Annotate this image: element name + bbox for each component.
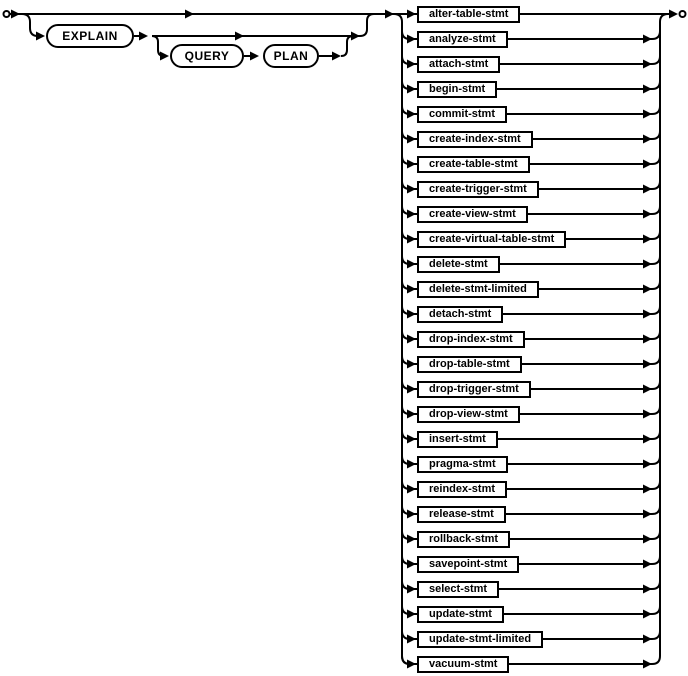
arrow-icon [36, 32, 45, 41]
keyword-explain: EXPLAIN [46, 24, 134, 48]
arrow-icon [407, 210, 416, 219]
arrow-icon [643, 360, 652, 369]
row-join-curve [652, 281, 660, 289]
arrow-icon [407, 410, 416, 419]
arrow-icon [407, 360, 416, 369]
arrow-icon [407, 610, 416, 619]
bypass-rejoin-curve [360, 14, 374, 36]
arrow-icon [643, 635, 652, 644]
keyword-plan: PLAN [263, 44, 319, 68]
statement-box[interactable]: release-stmt [417, 506, 506, 523]
statement-box[interactable]: create-virtual-table-stmt [417, 231, 566, 248]
row-join-curve [652, 106, 660, 114]
statement-box[interactable]: drop-index-stmt [417, 331, 525, 348]
row-join-curve [652, 381, 660, 389]
row-join-curve [652, 431, 660, 439]
row-join-curve [652, 206, 660, 214]
statement-box[interactable]: alter-table-stmt [417, 6, 520, 23]
row-join-curve [652, 556, 660, 564]
arrow-icon [643, 235, 652, 244]
row-join-curve [652, 31, 660, 39]
statement-box[interactable]: update-stmt-limited [417, 631, 543, 648]
arrow-icon [407, 235, 416, 244]
row-join-curve [652, 131, 660, 139]
statement-box[interactable]: create-table-stmt [417, 156, 530, 173]
statement-box[interactable]: select-stmt [417, 581, 499, 598]
right-rail [660, 14, 668, 656]
row-join-curve [652, 481, 660, 489]
statement-box[interactable]: begin-stmt [417, 81, 497, 98]
statement-box[interactable]: reindex-stmt [417, 481, 507, 498]
arrow-icon [407, 185, 416, 194]
arrow-icon [235, 32, 244, 41]
arrow-icon [643, 110, 652, 119]
arrow-icon [643, 610, 652, 619]
arrow-icon [643, 185, 652, 194]
arrow-icon [407, 10, 416, 19]
statement-box[interactable]: drop-view-stmt [417, 406, 520, 423]
arrow-icon [669, 10, 678, 19]
statement-box[interactable]: insert-stmt [417, 431, 498, 448]
arrow-icon [407, 160, 416, 169]
row-join-curve [652, 581, 660, 589]
arrow-icon [643, 510, 652, 519]
row-join-curve [652, 56, 660, 64]
row-join-curve [652, 606, 660, 614]
arrow-icon [407, 35, 416, 44]
arrow-icon [407, 385, 416, 394]
arrow-icon [407, 560, 416, 569]
row-join-curve [652, 656, 660, 664]
arrow-icon [643, 85, 652, 94]
arrow-icon [139, 32, 148, 41]
arrow-icon [407, 335, 416, 344]
arrow-icon [332, 52, 341, 61]
arrow-icon [643, 660, 652, 669]
arrow-icon [643, 585, 652, 594]
arrow-icon [407, 110, 416, 119]
arrow-icon [643, 435, 652, 444]
statement-box[interactable]: vacuum-stmt [417, 656, 509, 673]
arrow-icon [250, 52, 259, 61]
row-join-curve [652, 406, 660, 414]
statement-box[interactable]: create-trigger-stmt [417, 181, 539, 198]
arrow-icon [407, 310, 416, 319]
arrow-icon [407, 460, 416, 469]
arrow-icon [11, 10, 20, 19]
arrow-icon [643, 410, 652, 419]
arrow-icon [407, 60, 416, 69]
arrow-icon [643, 310, 652, 319]
arrow-icon [407, 435, 416, 444]
arrow-icon [407, 85, 416, 94]
row-join-curve [652, 81, 660, 89]
arrow-icon [407, 535, 416, 544]
arrow-icon [407, 260, 416, 269]
statement-box[interactable]: pragma-stmt [417, 456, 508, 473]
statement-box[interactable]: create-index-stmt [417, 131, 533, 148]
row-join-curve [652, 231, 660, 239]
arrow-icon [407, 485, 416, 494]
arrow-icon [407, 635, 416, 644]
arrow-icon [643, 335, 652, 344]
keyword-query: QUERY [170, 44, 244, 68]
arrow-icon [160, 52, 169, 61]
arrow-icon [407, 285, 416, 294]
arrow-icon [643, 385, 652, 394]
arrow-icon [643, 535, 652, 544]
arrow-icon [643, 210, 652, 219]
row-join-curve [652, 181, 660, 189]
query-plan-branch-curve [152, 36, 165, 56]
statement-box[interactable]: create-view-stmt [417, 206, 528, 223]
statement-box[interactable]: commit-stmt [417, 106, 507, 123]
statement-box[interactable]: attach-stmt [417, 56, 500, 73]
arrow-icon [643, 35, 652, 44]
statement-box[interactable]: analyze-stmt [417, 31, 508, 48]
arrow-icon [643, 260, 652, 269]
row-join-curve [652, 256, 660, 264]
arrow-icon [643, 60, 652, 69]
arrow-icon [407, 135, 416, 144]
statement-box[interactable]: drop-table-stmt [417, 356, 522, 373]
arrow-icon [643, 560, 652, 569]
row-join-curve [652, 156, 660, 164]
arrow-icon [385, 10, 394, 19]
arrow-icon [643, 160, 652, 169]
arrow-icon [407, 660, 416, 669]
row-join-curve [652, 306, 660, 314]
statement-box[interactable]: detach-stmt [417, 306, 503, 323]
start-terminal-icon [4, 11, 10, 17]
arrow-icon [407, 510, 416, 519]
row-join-curve [652, 506, 660, 514]
row-join-curve [652, 331, 660, 339]
end-terminal-icon [680, 11, 686, 17]
arrow-icon [643, 135, 652, 144]
arrow-icon [407, 585, 416, 594]
row-join-curve [652, 631, 660, 639]
statement-box[interactable]: savepoint-stmt [417, 556, 519, 573]
arrow-icon [185, 10, 194, 19]
arrow-icon [643, 485, 652, 494]
statement-box[interactable]: update-stmt [417, 606, 504, 623]
row-join-curve [652, 531, 660, 539]
row-join-curve [652, 456, 660, 464]
arrow-icon [351, 32, 360, 41]
statement-box[interactable]: rollback-stmt [417, 531, 510, 548]
row-join-curve [652, 356, 660, 364]
arrow-icon [643, 460, 652, 469]
statement-box[interactable]: delete-stmt [417, 256, 500, 273]
statement-box[interactable]: delete-stmt-limited [417, 281, 539, 298]
statement-box[interactable]: drop-trigger-stmt [417, 381, 531, 398]
arrow-icon [643, 285, 652, 294]
